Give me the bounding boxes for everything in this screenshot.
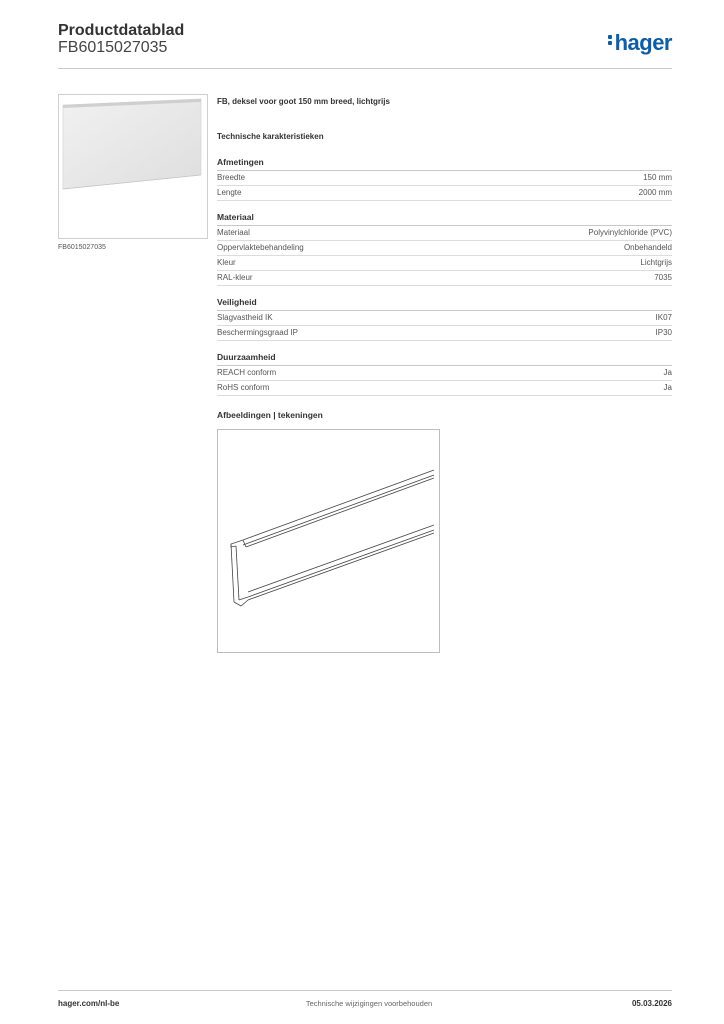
spec-value: Polyvinylchloride (PVC)	[588, 228, 672, 237]
footer-date: 05.03.2026	[631, 999, 672, 1008]
spec-group-veiligheid	[217, 297, 672, 341]
cover-photo-image	[59, 95, 207, 238]
spec-group-title: Materiaal	[217, 212, 672, 226]
spec-row	[217, 171, 672, 186]
hager-logo	[608, 30, 672, 56]
header-divider	[58, 68, 672, 69]
spec-value: 7035	[654, 273, 672, 282]
spec-value: 2000 mm	[638, 188, 672, 197]
spec-content	[217, 97, 672, 407]
spec-value: IK07	[655, 313, 672, 322]
spec-label: Lengte	[217, 188, 242, 197]
spec-label: REACH conform	[217, 368, 277, 377]
spec-value: IP30	[655, 328, 672, 337]
spec-label: Breedte	[217, 173, 246, 182]
spec-row	[217, 311, 672, 326]
footer-notice: Technische wijzigingen voorbehouden	[305, 999, 433, 1008]
spec-group-afmetingen	[217, 157, 672, 201]
spec-row	[217, 271, 672, 286]
photo-caption: FB6015027035	[58, 244, 106, 251]
spec-row	[217, 326, 672, 341]
product-description: FB, deksel voor goot 150 mm breed, lichtgrijs	[217, 97, 390, 106]
spec-label: RAL-kleur	[217, 273, 253, 282]
technical-drawing	[217, 429, 440, 653]
spec-label: Kleur	[217, 258, 236, 267]
page-title: Productdatablad	[58, 22, 185, 39]
spec-label: Oppervlaktebehandeling	[217, 243, 304, 252]
spec-label: Slagvastheid IK	[217, 313, 273, 322]
footer-divider	[58, 990, 672, 991]
spec-group-title: Duurzaamheid	[217, 352, 672, 366]
spec-label: Beschermingsgraad IP	[217, 328, 298, 337]
spec-group-title: Afmetingen	[217, 157, 672, 171]
footer-website-link[interactable]: hager.com/nl-be	[58, 999, 120, 1008]
spec-label: RoHS conform	[217, 383, 270, 392]
spec-row	[217, 186, 672, 201]
spec-row	[217, 256, 672, 271]
cover-drawing-image	[218, 430, 439, 652]
spec-group-duurzaamheid	[217, 352, 672, 396]
spec-row	[217, 241, 672, 256]
specs-heading: Technische karakteristieken	[217, 132, 324, 141]
spec-row	[217, 226, 672, 241]
spec-value: Lichtgrijs	[640, 258, 672, 267]
spec-value: Ja	[663, 368, 672, 377]
spec-value: Onbehandeld	[623, 243, 672, 252]
logo-dots-icon	[608, 33, 613, 47]
product-photo	[58, 94, 208, 239]
spec-label: Materiaal	[217, 228, 250, 237]
product-code: FB6015027035	[58, 39, 168, 56]
spec-row	[217, 381, 672, 396]
spec-group-materiaal	[217, 212, 672, 286]
spec-value: Ja	[663, 383, 672, 392]
spec-row	[217, 366, 672, 381]
logo-text: hager	[614, 30, 672, 55]
drawings-heading: Afbeeldingen | tekeningen	[217, 410, 323, 420]
spec-value: 150 mm	[643, 173, 672, 182]
spec-group-title: Veiligheid	[217, 297, 672, 311]
